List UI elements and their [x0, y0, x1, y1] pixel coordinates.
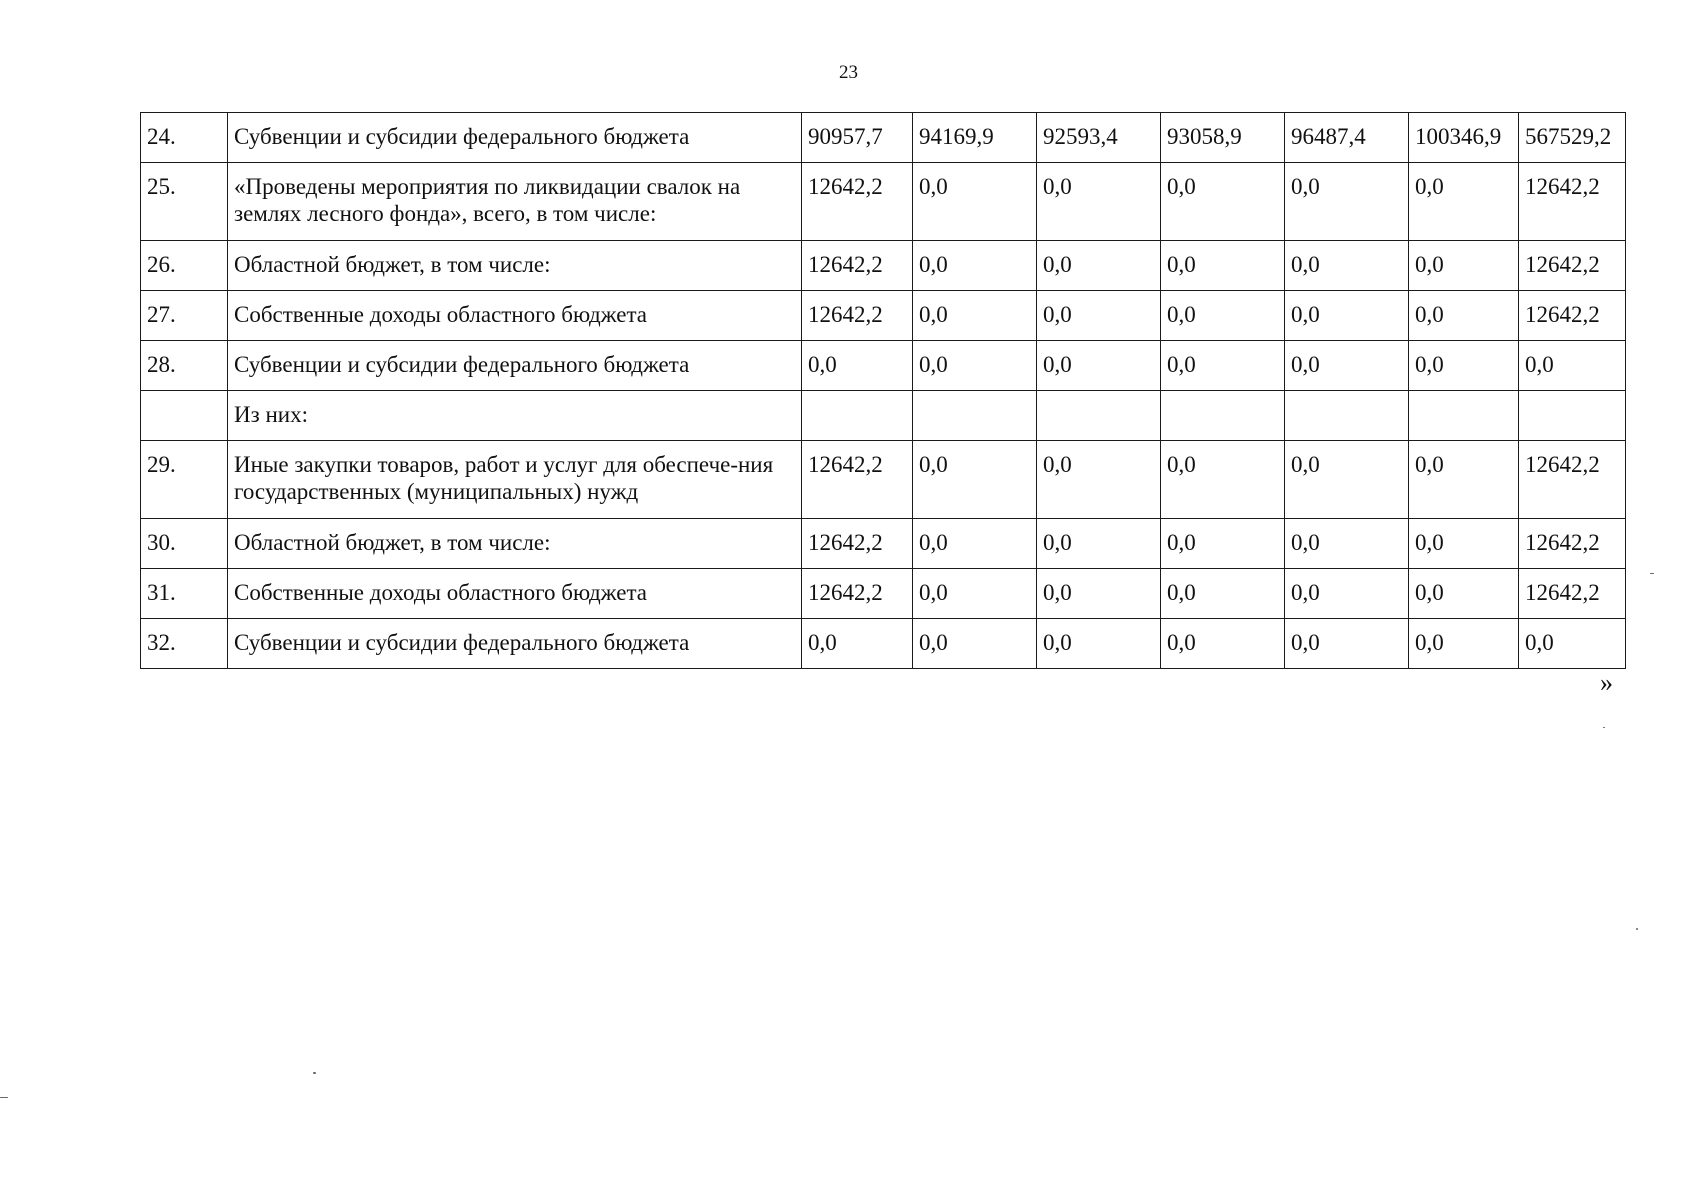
- row-total-cell: 0,0: [1519, 341, 1626, 391]
- row-description-cell: Из них:: [228, 391, 802, 441]
- budget-table: [140, 112, 1626, 669]
- row-value-cell: 0,0: [913, 569, 1037, 619]
- row-value-cell: 12642,2: [802, 441, 913, 519]
- scan-speck: [1636, 928, 1638, 930]
- row-description-cell: Собственные доходы областного бюджета: [228, 569, 802, 619]
- row-value-cell: 0,0: [1285, 441, 1409, 519]
- row-value-cell: [1285, 391, 1409, 441]
- scan-speck: [1650, 573, 1654, 574]
- row-value-cell: 0,0: [913, 519, 1037, 569]
- row-description-cell: Областной бюджет, в том числе:: [228, 241, 802, 291]
- row-value-cell: [802, 391, 913, 441]
- row-value-cell: 12642,2: [802, 569, 913, 619]
- row-number-cell: 26.: [141, 241, 228, 291]
- page-number: 23: [839, 62, 858, 83]
- row-value-cell: 0,0: [913, 241, 1037, 291]
- row-value-cell: 0,0: [1037, 241, 1161, 291]
- row-description-cell: Субвенции и субсидии федерального бюджета: [228, 341, 802, 391]
- row-value-cell: 0,0: [1161, 241, 1285, 291]
- row-value-cell: [1161, 391, 1285, 441]
- row-value-cell: 0,0: [1161, 441, 1285, 519]
- table-row: [141, 163, 1626, 241]
- row-value-cell: 0,0: [1285, 241, 1409, 291]
- row-total-cell: 12642,2: [1519, 241, 1626, 291]
- row-number-cell: 32.: [141, 619, 228, 669]
- table-row: [141, 569, 1626, 619]
- row-number-cell: 27.: [141, 291, 228, 341]
- row-value-cell: 0,0: [1161, 569, 1285, 619]
- row-number-cell: [141, 391, 228, 441]
- row-value-cell: 12642,2: [802, 241, 913, 291]
- scan-speck: [313, 1072, 316, 1074]
- table-row: [141, 391, 1626, 441]
- row-value-cell: 0,0: [1037, 291, 1161, 341]
- row-value-cell: 94169,9: [913, 113, 1037, 163]
- row-value-cell: 96487,4: [1285, 113, 1409, 163]
- row-value-cell: 0,0: [1285, 163, 1409, 241]
- row-value-cell: 0,0: [1037, 619, 1161, 669]
- scan-speck: [0, 1097, 8, 1098]
- row-value-cell: 0,0: [1409, 569, 1519, 619]
- row-value-cell: 0,0: [1285, 291, 1409, 341]
- row-value-cell: 0,0: [1409, 519, 1519, 569]
- row-value-cell: 0,0: [1285, 569, 1409, 619]
- row-value-cell: 12642,2: [802, 163, 913, 241]
- row-value-cell: [1409, 391, 1519, 441]
- row-value-cell: 0,0: [1409, 163, 1519, 241]
- row-description-cell: Собственные доходы областного бюджета: [228, 291, 802, 341]
- row-value-cell: 0,0: [1285, 341, 1409, 391]
- row-value-cell: [913, 391, 1037, 441]
- scan-speck: [1603, 727, 1605, 728]
- row-value-cell: 100346,9: [1409, 113, 1519, 163]
- row-value-cell: 0,0: [913, 291, 1037, 341]
- row-value-cell: 0,0: [802, 341, 913, 391]
- row-total-cell: [1519, 391, 1626, 441]
- row-value-cell: 0,0: [1037, 163, 1161, 241]
- row-value-cell: 0,0: [1037, 519, 1161, 569]
- row-value-cell: 0,0: [1409, 441, 1519, 519]
- table-row: [141, 291, 1626, 341]
- row-value-cell: 0,0: [1161, 519, 1285, 569]
- row-value-cell: 0,0: [1409, 291, 1519, 341]
- row-number-cell: 24.: [141, 113, 228, 163]
- row-value-cell: 92593,4: [1037, 113, 1161, 163]
- row-total-cell: 12642,2: [1519, 163, 1626, 241]
- table-row: [141, 241, 1626, 291]
- row-value-cell: 90957,7: [802, 113, 913, 163]
- closing-quote: »: [1600, 668, 1613, 697]
- row-value-cell: 0,0: [913, 619, 1037, 669]
- row-value-cell: 93058,9: [1161, 113, 1285, 163]
- row-total-cell: 12642,2: [1519, 441, 1626, 519]
- row-value-cell: 12642,2: [802, 519, 913, 569]
- row-value-cell: 0,0: [913, 441, 1037, 519]
- row-total-cell: 0,0: [1519, 619, 1626, 669]
- row-total-cell: 567529,2: [1519, 113, 1626, 163]
- row-total-cell: 12642,2: [1519, 291, 1626, 341]
- row-number-cell: 28.: [141, 341, 228, 391]
- row-value-cell: 0,0: [1409, 241, 1519, 291]
- row-description-cell: «Проведены мероприятия по ликвидации свалок на землях лесного фонда», всего, в том числе:: [228, 163, 802, 241]
- row-value-cell: 0,0: [1161, 163, 1285, 241]
- row-total-cell: 12642,2: [1519, 569, 1626, 619]
- table-row: [141, 441, 1626, 519]
- row-value-cell: 0,0: [1037, 341, 1161, 391]
- table-row: [141, 619, 1626, 669]
- row-number-cell: 30.: [141, 519, 228, 569]
- row-value-cell: 0,0: [1409, 341, 1519, 391]
- table-body: [141, 113, 1626, 669]
- row-number-cell: 29.: [141, 441, 228, 519]
- row-value-cell: 0,0: [913, 341, 1037, 391]
- row-value-cell: 0,0: [802, 619, 913, 669]
- row-value-cell: 0,0: [1285, 619, 1409, 669]
- row-value-cell: 0,0: [1037, 569, 1161, 619]
- row-description-cell: Областной бюджет, в том числе:: [228, 519, 802, 569]
- row-number-cell: 25.: [141, 163, 228, 241]
- row-value-cell: 0,0: [1285, 519, 1409, 569]
- row-description-cell: Субвенции и субсидии федерального бюджета: [228, 113, 802, 163]
- table-row: [141, 341, 1626, 391]
- row-description-cell: Иные закупки товаров, работ и услуг для обеспече-ния государственных (муниципальных) нужд: [228, 441, 802, 519]
- row-description-cell: Субвенции и субсидии федерального бюджета: [228, 619, 802, 669]
- table-row: [141, 519, 1626, 569]
- row-value-cell: 0,0: [913, 163, 1037, 241]
- row-value-cell: 0,0: [1409, 619, 1519, 669]
- table-row: [141, 113, 1626, 163]
- row-total-cell: 12642,2: [1519, 519, 1626, 569]
- row-value-cell: [1037, 391, 1161, 441]
- row-value-cell: 0,0: [1161, 619, 1285, 669]
- row-number-cell: 31.: [141, 569, 228, 619]
- row-value-cell: 0,0: [1161, 341, 1285, 391]
- row-value-cell: 0,0: [1037, 441, 1161, 519]
- row-value-cell: 12642,2: [802, 291, 913, 341]
- row-value-cell: 0,0: [1161, 291, 1285, 341]
